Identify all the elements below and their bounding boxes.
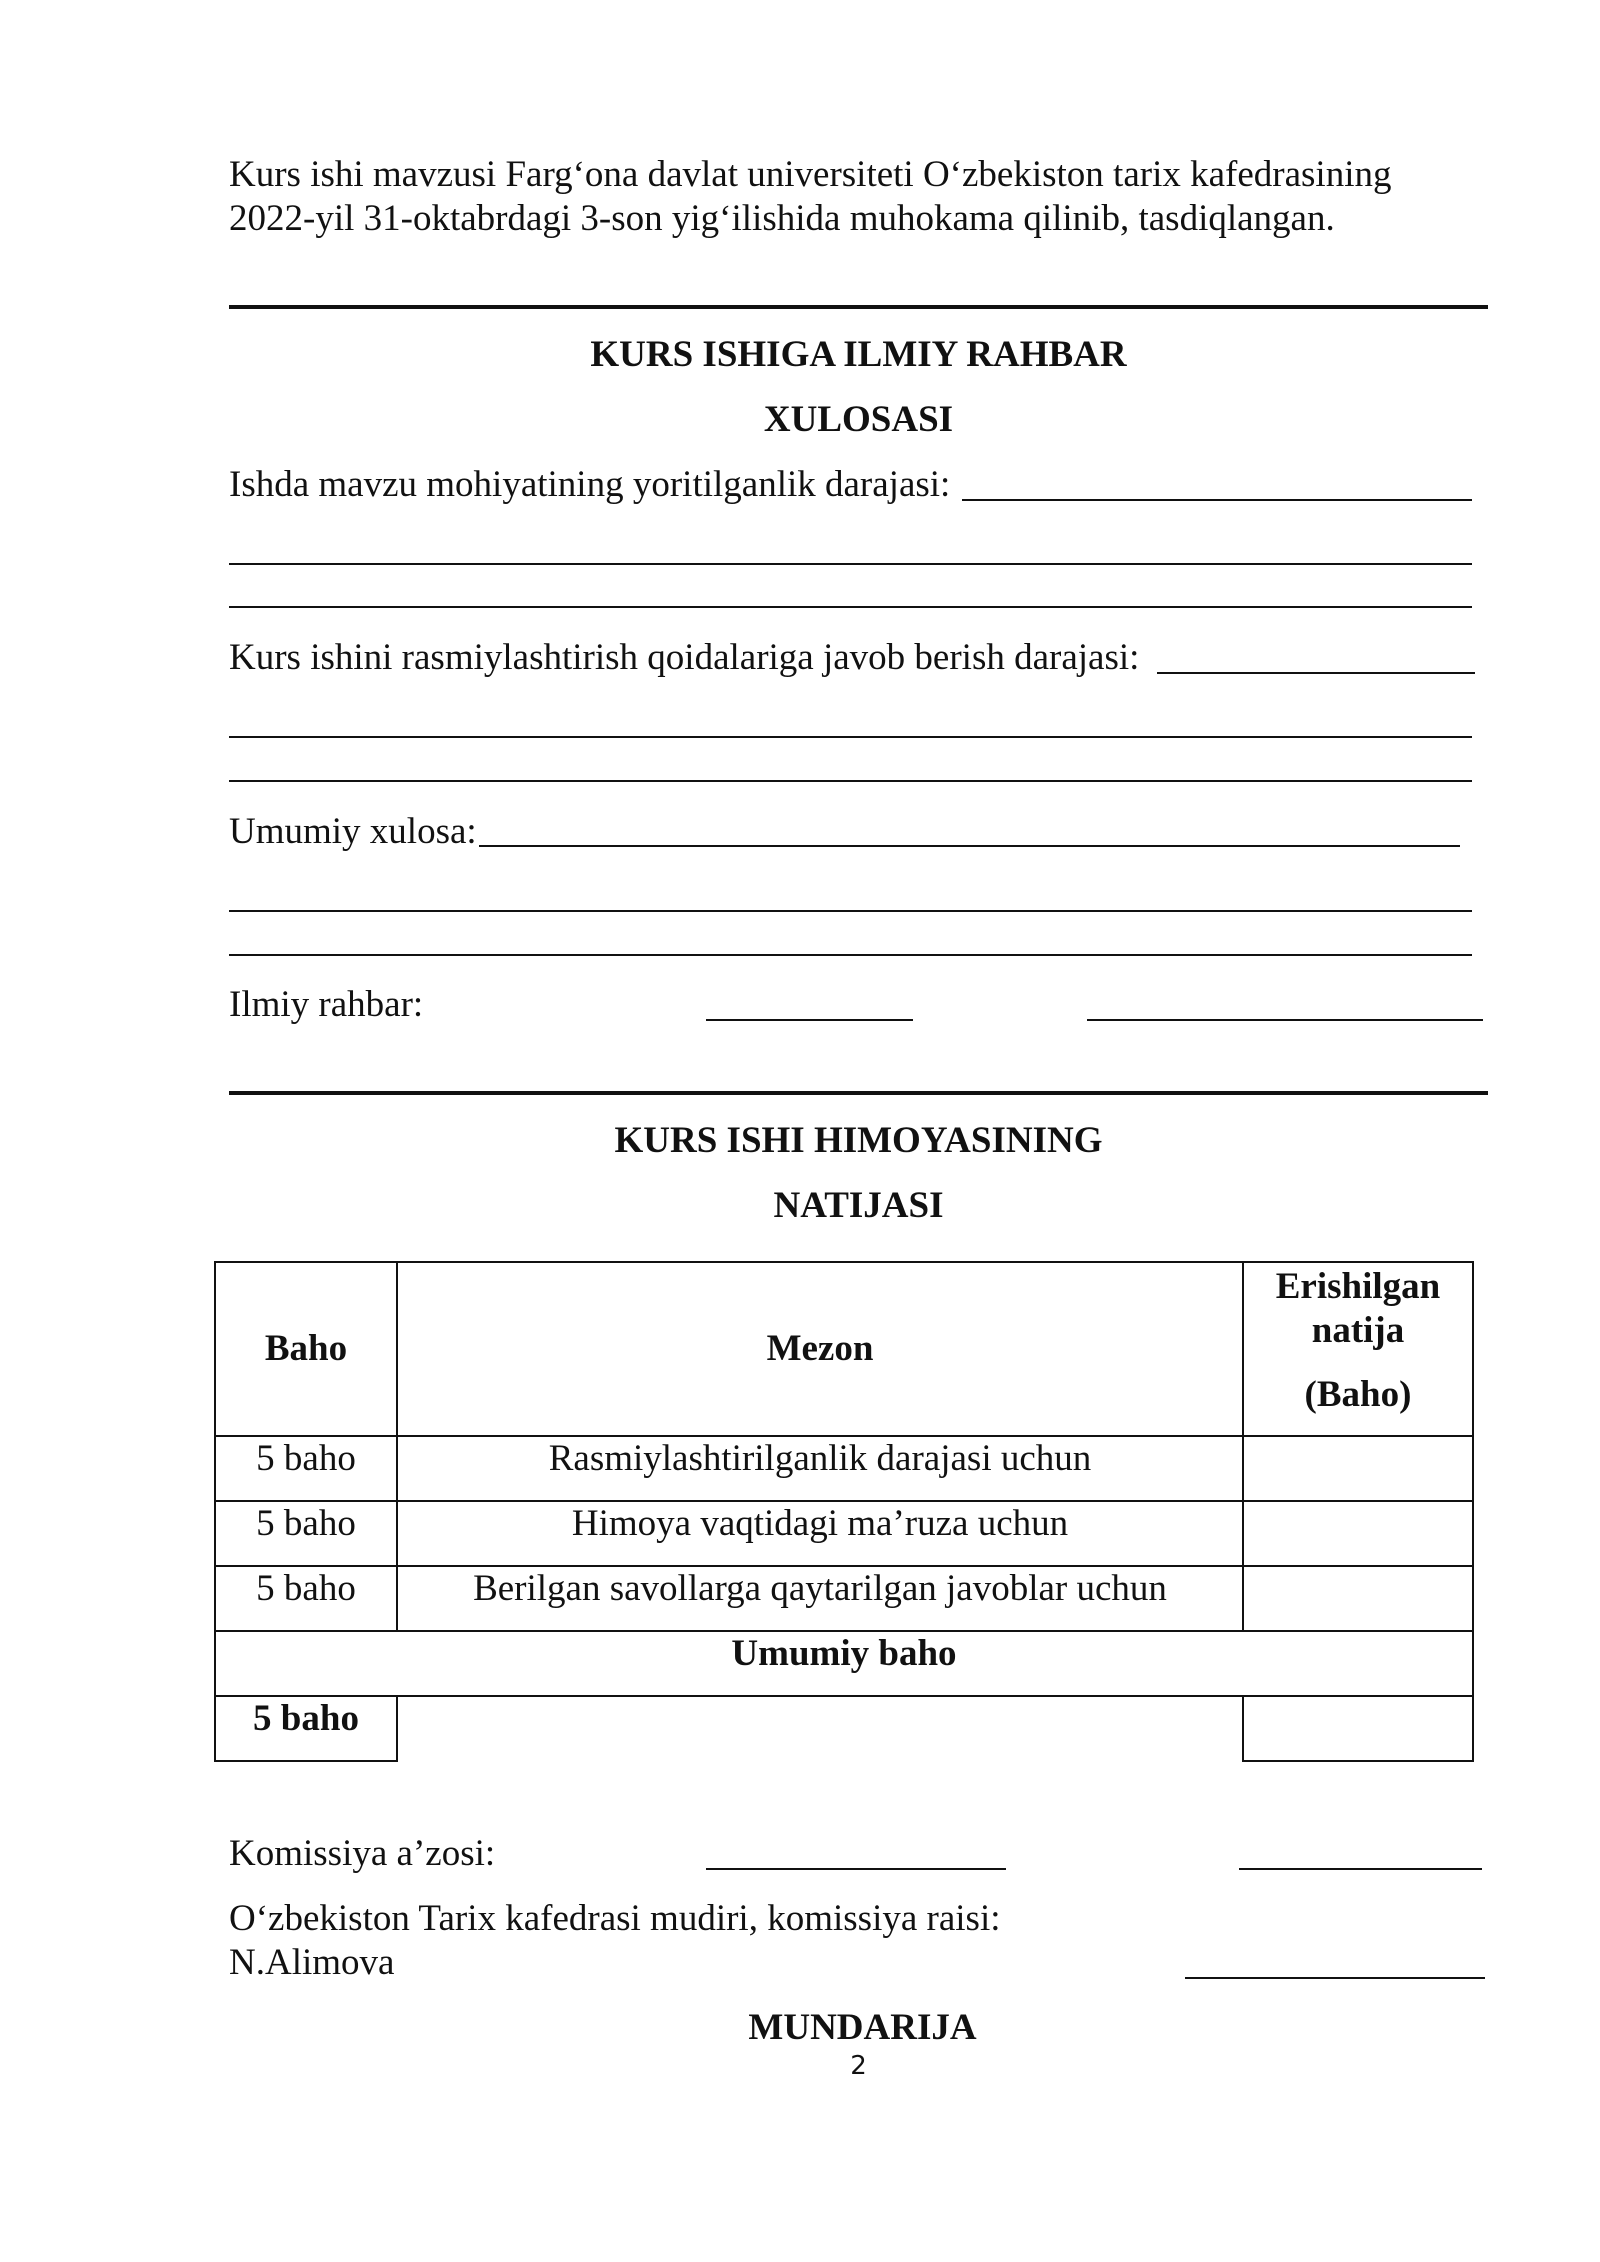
header-result-line2: natija	[1311, 1310, 1405, 1351]
row-criterion: Berilgan savollarga qaytarilgan javoblar uchun	[397, 1566, 1243, 1631]
defense-subtitle: NATIJASI	[773, 1185, 944, 1226]
answer-line[interactable]	[229, 910, 1472, 912]
review-question-formatting: Kurs ishini rasmiylashtirish qoidalariga javob berish darajasi:	[229, 637, 1140, 678]
row-result-cell[interactable]	[1243, 1501, 1473, 1566]
total-grade: 5 baho	[215, 1696, 397, 1761]
table-total-row	[215, 1696, 1473, 1761]
intro-line-2: 2022-yil 31-oktabrdagi 3-son yig‘ilishida muhokama qilinib, tasdiqlangan.	[229, 198, 1335, 239]
row-grade: 5 baho	[215, 1566, 397, 1631]
review-question-conclusion: Umumiy xulosa:	[229, 811, 477, 852]
header-result-line1: Erishilgan	[1275, 1266, 1441, 1307]
review-subtitle: XULOSASI	[763, 399, 954, 440]
row-result-cell[interactable]	[1243, 1566, 1473, 1631]
answer-line[interactable]	[229, 780, 1472, 782]
answer-line[interactable]	[229, 736, 1472, 738]
header-grade: Baho	[215, 1262, 397, 1436]
answer-line[interactable]	[479, 845, 1460, 847]
results-table	[214, 1261, 1474, 1762]
commission-name-line[interactable]	[1239, 1868, 1482, 1870]
row-criterion: Rasmiylashtirilganlik darajasi uchun	[397, 1436, 1243, 1501]
row-grade: 5 baho	[215, 1501, 397, 1566]
answer-line[interactable]	[229, 563, 1472, 565]
table-total-label-row	[215, 1631, 1473, 1696]
defense-title: KURS ISHI HIMOYASINING	[614, 1120, 1103, 1161]
page-number: 2	[850, 2051, 867, 2081]
answer-line[interactable]	[229, 606, 1472, 608]
table-header-row	[215, 1262, 1473, 1436]
supervisor-label: Ilmiy rahbar:	[229, 984, 424, 1025]
commission-signature-line[interactable]	[706, 1868, 1006, 1870]
commission-member-label: Komissiya a’zosi:	[229, 1833, 496, 1874]
next-section-heading: MUNDARIJA	[748, 2007, 977, 2048]
header-criterion: Mezon	[397, 1262, 1243, 1436]
row-result-cell[interactable]	[1243, 1436, 1473, 1501]
header-result-line3: (Baho)	[1304, 1374, 1412, 1415]
chair-signature-line[interactable]	[1185, 1977, 1485, 1979]
review-question-coverage: Ishda mavzu mohiyatining yoritilganlik darajasi:	[229, 464, 951, 505]
table-row	[215, 1566, 1473, 1631]
chair-name: N.Alimova	[229, 1942, 395, 1983]
answer-line[interactable]	[1157, 672, 1475, 674]
supervisor-signature-line[interactable]	[706, 1019, 913, 1021]
answer-line[interactable]	[962, 499, 1472, 501]
row-criterion: Himoya vaqtidagi ma’ruza uchun	[397, 1501, 1243, 1566]
table-row	[215, 1436, 1473, 1501]
answer-line[interactable]	[229, 954, 1472, 956]
supervisor-name-line[interactable]	[1087, 1019, 1483, 1021]
total-criterion-empty	[397, 1696, 1243, 1761]
table-row	[215, 1501, 1473, 1566]
row-grade: 5 baho	[215, 1436, 397, 1501]
total-label: Umumiy baho	[215, 1631, 1473, 1696]
chair-label: O‘zbekiston Tarix kafedrasi mudiri, komissiya raisi:	[229, 1898, 1001, 1939]
header-result	[1243, 1262, 1473, 1436]
section-divider	[229, 1091, 1488, 1095]
review-title: KURS ISHIGA ILMIY RAHBAR	[590, 334, 1127, 375]
intro-line-1: Kurs ishi mavzusi Farg‘ona davlat universiteti O‘zbekiston tarix kafedrasining	[229, 154, 1392, 195]
section-divider	[229, 305, 1488, 309]
total-result-cell[interactable]	[1243, 1696, 1473, 1761]
